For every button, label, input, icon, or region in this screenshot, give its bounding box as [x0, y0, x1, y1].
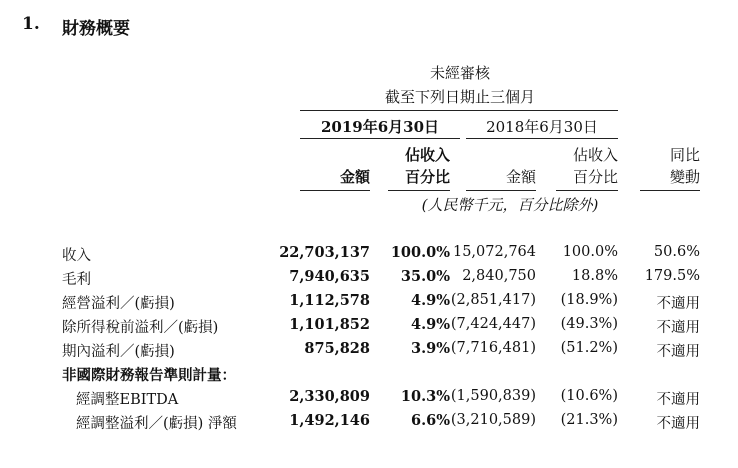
pct-2019-cell: 10.3% [400, 388, 450, 405]
amount-2019-cell: 1,492,146 [289, 412, 370, 429]
nonifrs-row-label: 經調整溢利／(虧損) 淨額 [76, 416, 237, 432]
amount-2018-cell: (3,210,589) [450, 412, 536, 428]
nonifrs-section-title: 非國際財務報告準則計量： [62, 367, 236, 384]
pct-2019-cell: 100.0% [390, 244, 450, 261]
col-2018-rule [466, 138, 618, 139]
unit-note: (人民幣千元，百分比除外) [421, 196, 599, 214]
yoy-cell: 不適用 [656, 344, 700, 360]
row-label: 期內溢利／(虧損) [62, 344, 175, 360]
period-label: 截至下列日期止三個月 [384, 88, 535, 106]
nonifrs-row-label: 經調整EBITDA [76, 392, 179, 408]
yoy-cell: 不適用 [656, 416, 700, 432]
row-label: 收入 [62, 248, 91, 264]
pct-2019-line1: 佔收入 [404, 146, 450, 164]
col-2018-label: 2018年6月30日 [486, 118, 598, 136]
pct-2018-cell: (21.3%) [560, 412, 618, 428]
pct-2018-cell: (51.2%) [560, 340, 618, 356]
yoy-rule [640, 190, 700, 191]
amount-2018-cell: (7,716,481) [450, 340, 536, 356]
amount-2019-cell: 875,828 [304, 340, 370, 357]
amount-2018-cell: (7,424,447) [450, 316, 536, 332]
amount-2018-cell: (2,851,417) [450, 292, 536, 308]
yoy-cell: 179.5% [644, 268, 700, 284]
amount-2019-cell: 7,940,635 [289, 268, 370, 285]
yoy-cell: 不適用 [656, 320, 700, 336]
amount-2019-cell: 1,112,578 [289, 292, 370, 309]
period-rule [300, 110, 618, 111]
amount-2019-rule [300, 190, 370, 191]
pct-2019-rule [388, 190, 450, 191]
pct-2018-cell: 18.8% [571, 268, 618, 284]
col-2019-label: 2019年6月30日 [320, 118, 440, 136]
section-number: 1. [22, 14, 40, 34]
section-title: 財務概要 [62, 19, 130, 39]
pct-2019-cell: 4.9% [410, 316, 450, 333]
amount-2018-cell: 15,072,764 [452, 244, 536, 260]
amount-2019-cell: 22,703,137 [279, 244, 370, 261]
amount-2018-label: 金額 [505, 168, 536, 186]
pct-2018-cell: (18.9%) [560, 292, 618, 308]
yoy-cell: 50.6% [653, 244, 700, 260]
pct-2019-line2: 百分比 [404, 168, 450, 186]
pct-2018-line1: 佔收入 [572, 146, 618, 164]
yoy-line2: 變動 [669, 168, 700, 186]
yoy-cell: 不適用 [656, 392, 700, 408]
pct-2019-cell: 3.9% [410, 340, 450, 357]
pct-2018-cell: 100.0% [562, 244, 618, 260]
yoy-line1: 同比 [669, 146, 700, 164]
row-label: 經營溢利／(虧損) [62, 296, 175, 312]
amount-2019-label: 金額 [339, 168, 370, 186]
pct-2018-line2: 百分比 [572, 168, 618, 186]
pct-2019-cell: 6.6% [410, 412, 450, 429]
row-label: 除所得稅前溢利／(虧損) [62, 320, 219, 336]
amount-2018-rule [466, 190, 536, 191]
pct-2018-rule [556, 190, 618, 191]
amount-2018-cell: 2,840,750 [462, 268, 536, 284]
row-label: 毛利 [62, 272, 91, 288]
pct-2018-cell: (10.6%) [560, 388, 618, 404]
yoy-cell: 不適用 [656, 296, 700, 312]
col-2019-rule [300, 138, 460, 139]
pct-2018-cell: (49.3%) [560, 316, 618, 332]
amount-2019-cell: 1,101,852 [289, 316, 370, 333]
pct-2019-cell: 4.9% [410, 292, 450, 309]
unaudited-label: 未經審核 [429, 64, 490, 82]
amount-2018-cell: (1,590,839) [450, 388, 536, 404]
pct-2019-cell: 35.0% [400, 268, 450, 285]
amount-2019-cell: 2,330,809 [289, 388, 370, 405]
